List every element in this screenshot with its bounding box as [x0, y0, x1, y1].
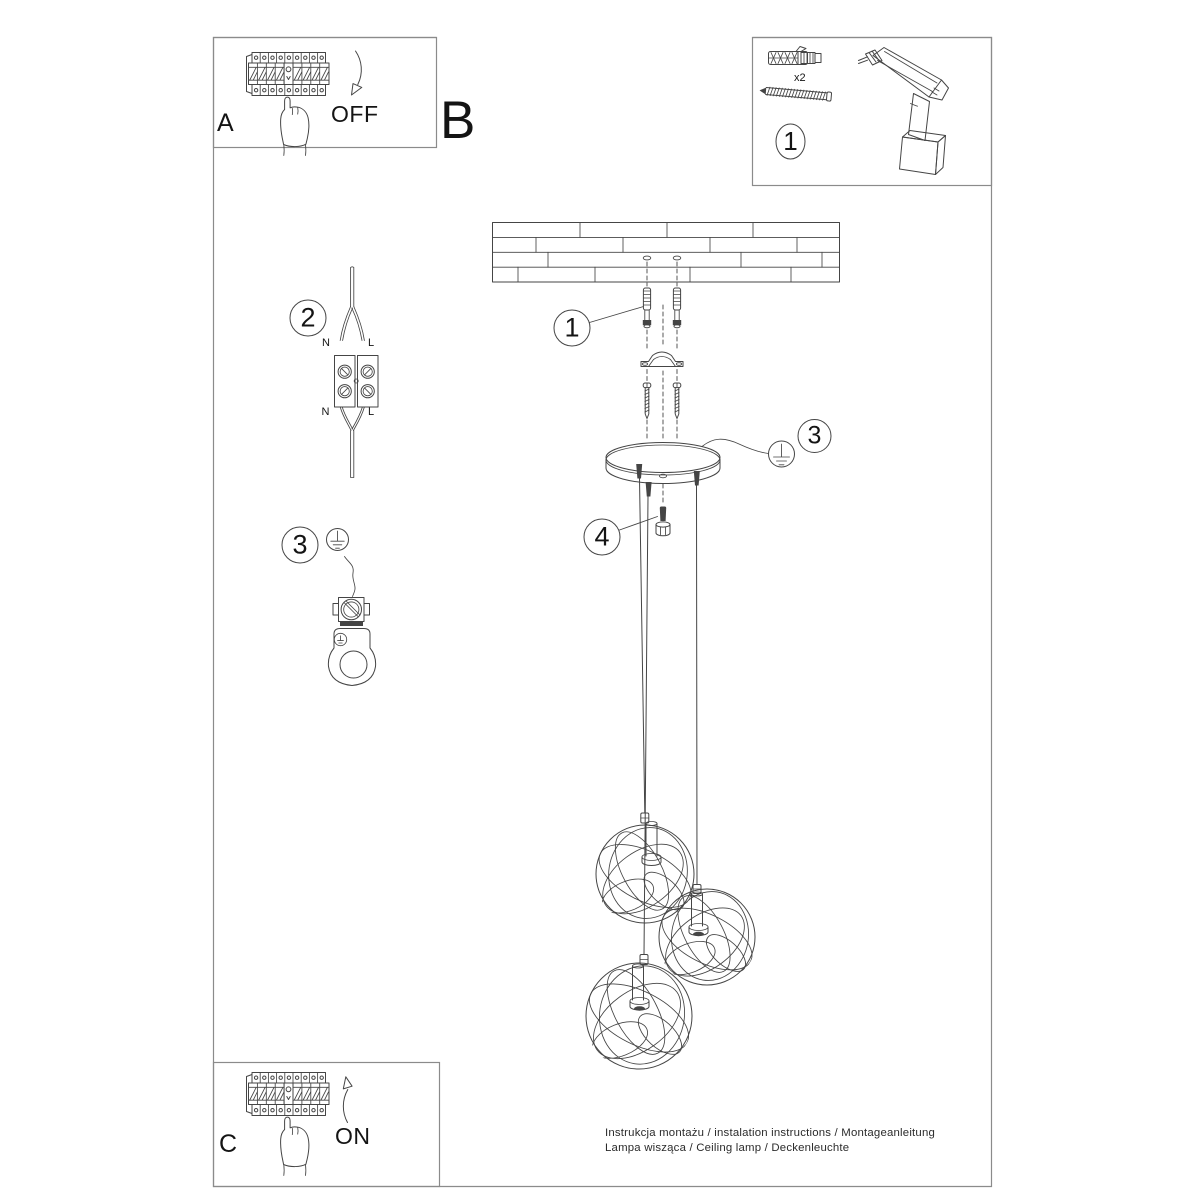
terminal-block-diagram	[290, 267, 378, 478]
section-c-label: C	[219, 1130, 238, 1158]
off-label: OFF	[331, 101, 379, 127]
section-a-label: A	[217, 109, 234, 137]
kit-number: 1	[783, 125, 798, 156]
arrow-down-icon	[352, 51, 362, 95]
screw-icon	[759, 86, 832, 101]
on-label: ON	[335, 1123, 371, 1149]
drill-hole	[643, 256, 651, 260]
mounting-plate-icon	[328, 629, 375, 686]
screw-icon	[673, 383, 681, 419]
suspension-cable	[697, 486, 698, 885]
suspension-cable	[644, 497, 648, 955]
footer-product-line: Lampa wisząca / Ceiling lamp / Deckenleuchte	[605, 1142, 850, 1154]
mounting-screws	[643, 383, 681, 419]
ground-symbol-icon	[327, 529, 349, 551]
neutral-label-bottom: N	[321, 405, 330, 418]
ground-symbol-icon	[769, 441, 795, 467]
arrow-up-icon	[343, 1077, 352, 1123]
screw-icon	[643, 383, 651, 419]
drill-icon	[859, 48, 949, 175]
box-c-frame	[214, 1063, 440, 1187]
step2-number: 2	[300, 301, 316, 332]
earth-wire	[345, 557, 356, 597]
wall-plug-icon	[643, 288, 651, 328]
footer-title-line: Instrukcja montażu / instalation instructions / Montageanleitung	[605, 1126, 936, 1139]
step3-left-number: 3	[292, 528, 308, 559]
lamp-shade	[579, 955, 699, 1075]
alignment-axes	[647, 262, 677, 504]
terminal-screws	[338, 365, 374, 398]
wall-plug-icon	[673, 288, 681, 328]
live-label-top: L	[368, 336, 375, 349]
suspension-cable	[640, 479, 645, 814]
wall-plug-icon	[769, 47, 822, 65]
mounting-bracket-icon	[641, 352, 683, 367]
section-b-label: B	[440, 91, 476, 150]
wall-plugs-main	[643, 288, 681, 328]
bulb-socket	[630, 964, 649, 1011]
neutral-label-top: N	[322, 336, 330, 349]
step1-number: 1	[564, 311, 580, 342]
lamp-shade	[652, 885, 761, 990]
drill-hole	[673, 256, 681, 260]
kit-quantity: x2	[794, 72, 806, 84]
step4-number: 4	[594, 520, 610, 551]
earth-clamp-icon	[333, 598, 370, 627]
step3-main-number: 3	[807, 421, 822, 449]
live-label-bottom: L	[368, 405, 375, 418]
ceiling-diagram	[493, 223, 840, 283]
